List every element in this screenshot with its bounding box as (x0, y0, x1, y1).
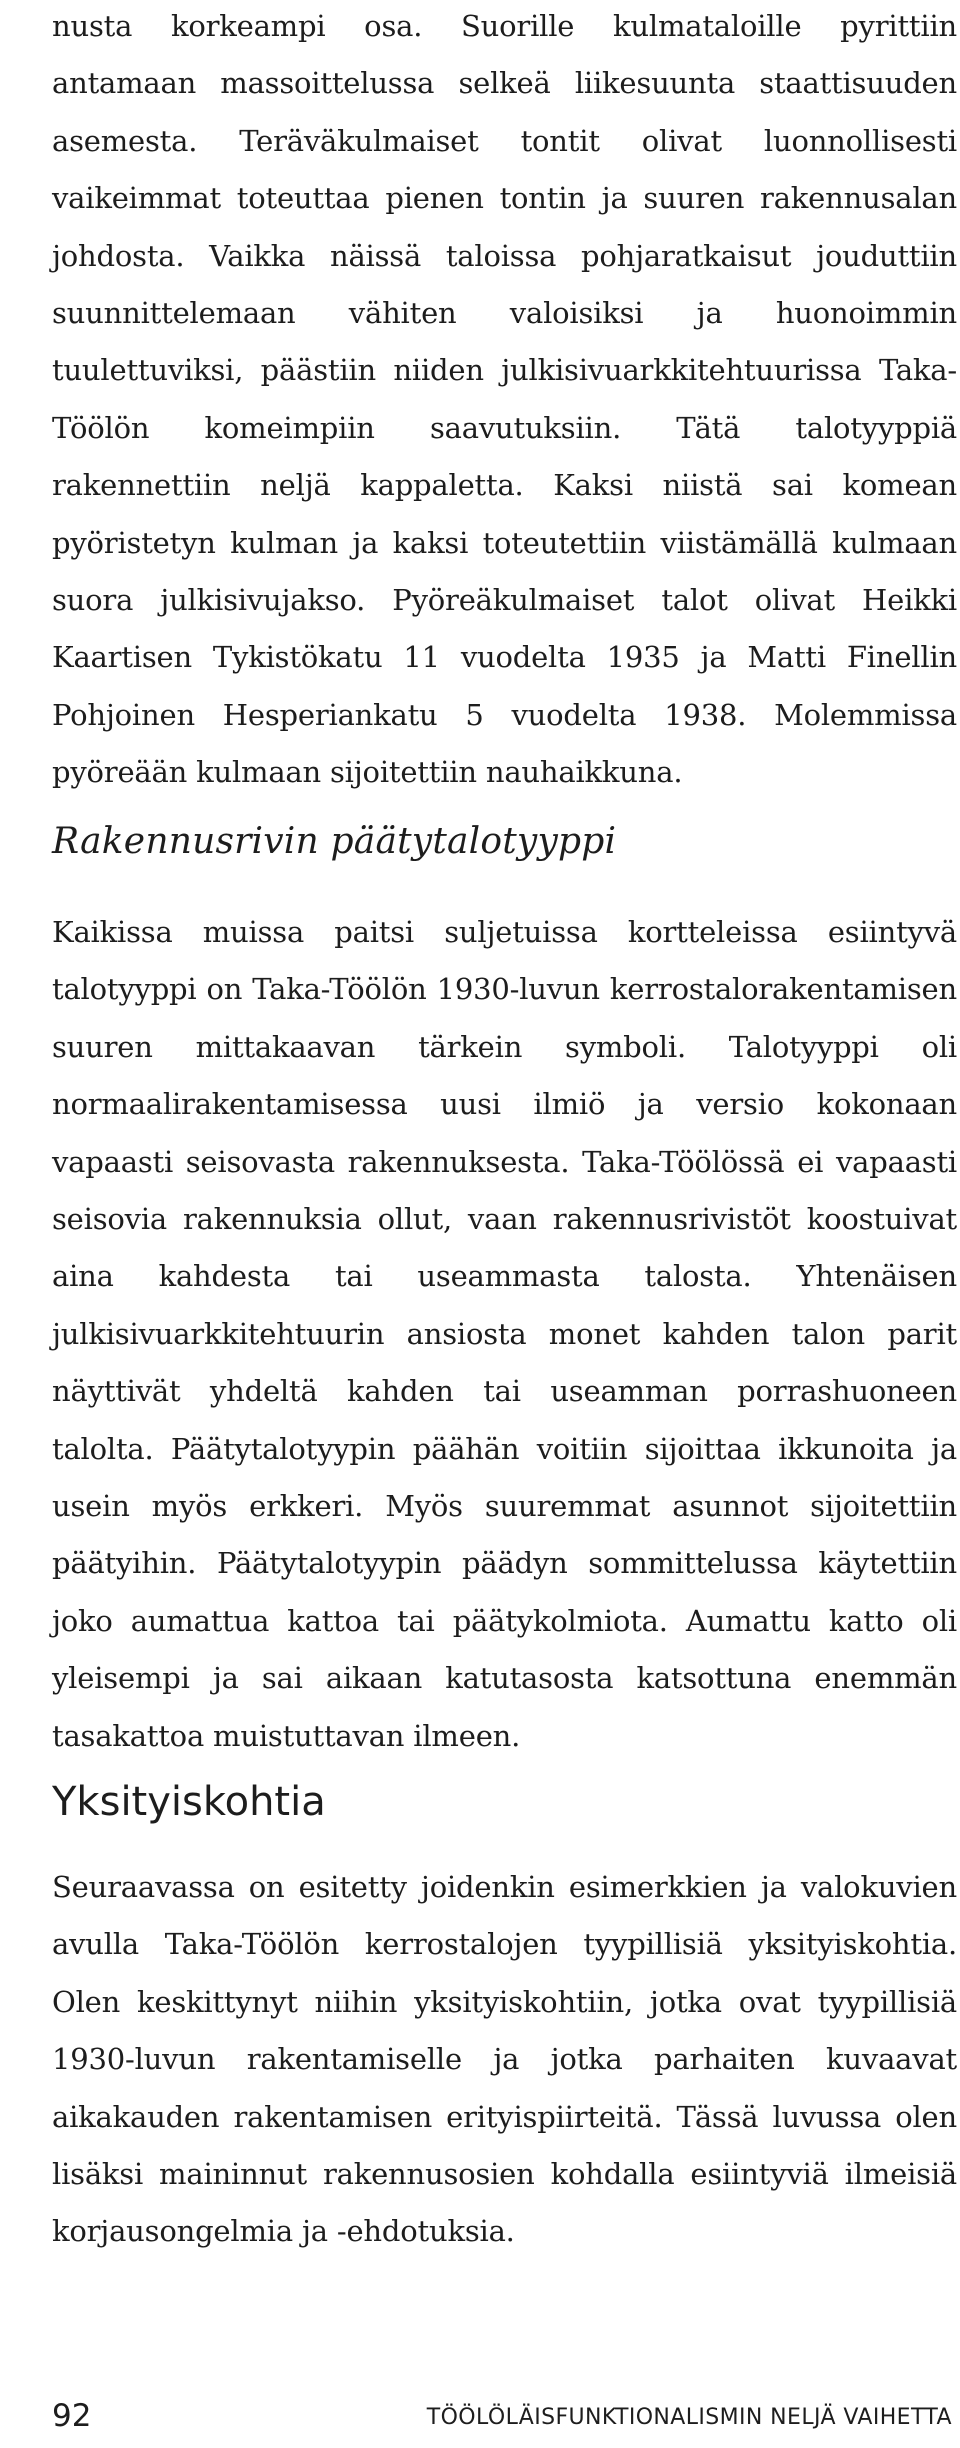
body-paragraph-details: Seuraavassa on esitetty joidenkin esimerkkien ja valokuvien avulla Taka-Töölön kerrostalojen tyypillisiä yksityiskohtia. Olen keskittynyt niihin yksityiskohtiin, jotka ovat tyypillisiä 1930-luvun rakentamiselle ja jotka parhaiten kuvaavat aikakauden rakentamisen erityispiirteitä. Tässä luvussa olen lisäksi maininnut rakennusosien kohdalla esiintyviä ilmeisiä korjausongelmia ja -ehdotuksia. (52, 1870, 957, 2249)
section-heading-details: Yksityiskohtia (52, 1779, 326, 1825)
body-paragraph-end-building-type: Kaikissa muissa paitsi suljetuissa kortteleissa esiintyvä talotyyppi on Taka-Töölön 1930-luvun kerrostalorakentamisen suuren mittakaavan tärkein symboli. Talotyyppi oli normaalirakentamisessa uusi ilmiö ja versio kokonaan vapaasti seisovasta rakennuksesta. Taka-Töölössä ei vapaasti seisovia rakennuksia ollut, vaan rakennusrivistöt koostuivat aina kahdesta tai useammasta talosta. Yhtenäisen julkisivuarkkitehtuurin ansiosta monet kahden talon parit näyttivät yhdeltä kahden tai useamman porrashuoneen talolta. Päätytalotyypin päähän voitiin sijoittaa ikkunoita ja usein myös erkkeri. Myös suuremmat asunnot sijoitettiin päätyihin. Päätytalotyypin päädyn sommittelussa käytettiin joko aumattua kattoa tai päätykolmiota. Aumattu katto oli yleisempi ja sai aikaan katutasosta katsottuna enemmän tasakattoa muistuttavan ilmeen. (52, 915, 957, 1753)
page-number: 92 (52, 2398, 92, 2434)
running-title: TÖÖLÖLÄISFUNKTIONALISMIN NELJÄ VAIHETTA (426, 2405, 952, 2430)
section-heading-end-building-type: Rakennusrivin päätytalotyyppi (52, 821, 617, 862)
body-paragraph-corner-buildings: nusta korkeampi osa. Suorille kulmataloille pyrittiin antamaan massoittelussa selkeä liikesuunta staattisuuden asemesta. Teräväkulmaiset tontit olivat luonnollisesti vaikeimmat toteuttaa pienen tontin ja suuren rakennusalan johdosta. Vaikka näissä taloissa pohjaratkaisut jouduttiin suunnittelemaan vähiten valoisiksi ja huonoimmin tuulettuviksi, päästiin niiden julkisivuarkkitehtuurissa Taka-Töölön komeimpiin saavutuksiin. Tätä talotyyppiä rakennettiin neljä kappaletta. Kaksi niistä sai komean pyöristetyn kulman ja kaksi toteutettiin viistämällä kulmaan suora julkisivujakso. Pyöreäkulmaiset talot olivat Heikki Kaartisen Tykistökatu 11 vuodelta 1935 ja Matti Finellin Pohjoinen Hesperiankatu 5 vuodelta 1938. Molemmissa pyöreään kulmaan sijoitettiin nauhaikkuna. (52, 9, 957, 790)
